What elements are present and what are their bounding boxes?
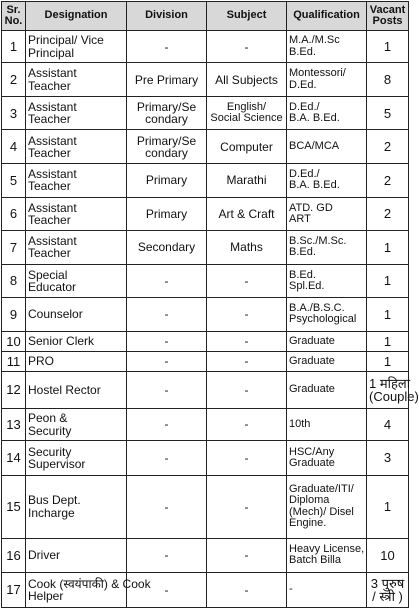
cell-vacant-posts: 1 xyxy=(367,231,409,265)
cell-vacant-posts: 2 xyxy=(367,164,409,198)
cell-sr-no: 13 xyxy=(2,408,26,440)
cell-sr-no: 2 xyxy=(2,63,26,97)
cell-sr-no: 9 xyxy=(2,298,26,332)
cell-qualification: - xyxy=(287,573,367,608)
table-row xyxy=(2,475,409,538)
cell-designation: Driver xyxy=(26,538,127,573)
cell-subject: Maths xyxy=(207,231,287,265)
header-division: Division xyxy=(127,2,207,31)
cell-qualification: Montessori/ D.Ed. xyxy=(287,63,367,97)
table-row xyxy=(2,164,409,198)
cell-designation: Bus Dept. Incharge xyxy=(26,475,127,538)
cell-vacant-posts: 2 xyxy=(367,197,409,231)
cell-qualification: Heavy License, Batch Billa xyxy=(287,538,367,573)
cell-subject: English/ Social Science xyxy=(207,96,287,130)
cell-qualification: B.Ed. Spl.Ed. xyxy=(287,264,367,298)
cell-sr-no: 7 xyxy=(2,231,26,265)
cell-subject: - xyxy=(207,371,287,408)
header-qualification: Qualification xyxy=(287,2,367,31)
cell-subject: - xyxy=(207,475,287,538)
cell-sr-no: 15 xyxy=(2,475,26,538)
table-row xyxy=(2,331,409,351)
cell-division: Primary/Se condary xyxy=(127,130,207,164)
cell-division: - xyxy=(127,573,207,608)
cell-division: Primary xyxy=(127,197,207,231)
table-row xyxy=(2,197,409,231)
cell-designation: Special Educator xyxy=(26,264,127,298)
cell-qualification: B.A./B.S.C. Psychological xyxy=(287,298,367,332)
cell-designation: Peon & Security xyxy=(26,408,127,440)
cell-subject: - xyxy=(207,538,287,573)
cell-vacant-posts: 5 xyxy=(367,96,409,130)
cell-designation: Assistant Teacher xyxy=(26,164,127,198)
table-row xyxy=(2,96,409,130)
cell-sr-no: 8 xyxy=(2,264,26,298)
cell-sr-no: 12 xyxy=(2,371,26,408)
table-row xyxy=(2,573,409,608)
cell-division: Pre Primary xyxy=(127,63,207,97)
cell-subject: - xyxy=(207,331,287,351)
cell-division: - xyxy=(127,298,207,332)
cell-vacant-posts: 1 महिला (Couple) xyxy=(367,371,409,408)
cell-division: - xyxy=(127,331,207,351)
header-designation: Designation xyxy=(26,2,127,31)
cell-qualification: Graduate xyxy=(287,371,367,408)
header-subject: Subject xyxy=(207,2,287,31)
cell-designation: Principal/ Vice Principal xyxy=(26,31,127,63)
cell-subject: - xyxy=(207,31,287,63)
cell-division: - xyxy=(127,538,207,573)
table-row xyxy=(2,31,409,63)
cell-division: - xyxy=(127,351,207,371)
table-row xyxy=(2,231,409,265)
cell-designation: Assistant Teacher xyxy=(26,96,127,130)
cell-vacant-posts: 1 xyxy=(367,298,409,332)
table-header-row xyxy=(2,2,409,31)
cell-designation: Assistant Teacher xyxy=(26,63,127,97)
cell-designation: Assistant Teacher xyxy=(26,197,127,231)
cell-designation: Cook (स्वयंपाकी) & Cook Helper xyxy=(26,573,127,608)
vacancy-table xyxy=(1,1,419,608)
cell-sr-no: 3 xyxy=(2,96,26,130)
table-row xyxy=(2,371,409,408)
cell-division: - xyxy=(127,475,207,538)
cell-sr-no: 5 xyxy=(2,164,26,198)
cell-qualification: Graduate/ITI/ Diploma (Mech)/ Disel Engine. xyxy=(287,475,367,538)
cell-vacant-posts: 1 xyxy=(367,475,409,538)
cell-qualification: 10th xyxy=(287,408,367,440)
cell-vacant-posts: 8 xyxy=(367,63,409,97)
cell-subject: Art & Craft xyxy=(207,197,287,231)
vacancy-table-container xyxy=(1,1,419,608)
table-row xyxy=(2,130,409,164)
table-row xyxy=(2,351,409,371)
table-row xyxy=(2,264,409,298)
cell-sr-no: 14 xyxy=(2,441,26,476)
cell-vacant-posts: 4 xyxy=(367,408,409,440)
cell-vacant-posts: 1 xyxy=(367,264,409,298)
header-sr-no: Sr. No. xyxy=(2,2,26,31)
cell-subject: All Subjects xyxy=(207,63,287,97)
cell-qualification: D.Ed./ B.A. B.Ed. xyxy=(287,96,367,130)
cell-designation: Senior Clerk xyxy=(26,331,127,351)
table-row xyxy=(2,441,409,476)
cell-sr-no: 10 xyxy=(2,331,26,351)
cell-vacant-posts: 10 xyxy=(367,538,409,573)
cell-qualification: B.Sc./M.Sc. B.Ed. xyxy=(287,231,367,265)
cell-vacant-posts: 1 xyxy=(367,351,409,371)
cell-division: Primary xyxy=(127,164,207,198)
cell-qualification: ATD. GD ART xyxy=(287,197,367,231)
cell-subject: - xyxy=(207,408,287,440)
cell-designation: Counselor xyxy=(26,298,127,332)
table-body xyxy=(2,31,419,608)
cell-sr-no: 6 xyxy=(2,197,26,231)
cell-vacant-posts: 3 पुरुष / स्त्री ) xyxy=(367,573,409,608)
cell-vacant-posts: 3 xyxy=(367,441,409,476)
cell-subject: - xyxy=(207,573,287,608)
cell-division: - xyxy=(127,31,207,63)
cell-vacant-posts: 2 xyxy=(367,130,409,164)
cell-division: - xyxy=(127,441,207,476)
cell-division: - xyxy=(127,371,207,408)
table-row xyxy=(2,298,409,332)
cell-division: - xyxy=(127,408,207,440)
cell-designation: Assistant Teacher xyxy=(26,231,127,265)
cell-sr-no: 16 xyxy=(2,538,26,573)
cell-designation: Hostel Rector xyxy=(26,371,127,408)
cell-qualification: Graduate xyxy=(287,351,367,371)
cell-division: Primary/Se condary xyxy=(127,96,207,130)
cell-designation: PRO xyxy=(26,351,127,371)
cell-vacant-posts: 1 xyxy=(367,31,409,63)
cell-designation: Security Supervisor xyxy=(26,441,127,476)
cell-subject: - xyxy=(207,441,287,476)
table-row xyxy=(2,63,409,97)
cell-division: Secondary xyxy=(127,231,207,265)
cell-qualification: D.Ed./ B.A. B.Ed. xyxy=(287,164,367,198)
cell-subject: Computer xyxy=(207,130,287,164)
cell-sr-no: 11 xyxy=(2,351,26,371)
cell-designation: Assistant Teacher xyxy=(26,130,127,164)
cell-subject: Marathi xyxy=(207,164,287,198)
cell-division: - xyxy=(127,264,207,298)
cell-subject: - xyxy=(207,264,287,298)
cell-subject: - xyxy=(207,298,287,332)
table-row xyxy=(2,538,409,573)
header-vacant-posts: Vacant Posts xyxy=(367,2,409,31)
cell-qualification: HSC/Any Graduate xyxy=(287,441,367,476)
cell-sr-no: 1 xyxy=(2,31,26,63)
table-row xyxy=(2,408,409,440)
cell-sr-no: 17 xyxy=(2,573,26,608)
cell-subject: - xyxy=(207,351,287,371)
cell-sr-no: 4 xyxy=(2,130,26,164)
cell-qualification: Graduate xyxy=(287,331,367,351)
cell-vacant-posts: 1 xyxy=(367,331,409,351)
cell-qualification: M.A./M.Sc B.Ed. xyxy=(287,31,367,63)
cell-qualification: BCA/MCA xyxy=(287,130,367,164)
